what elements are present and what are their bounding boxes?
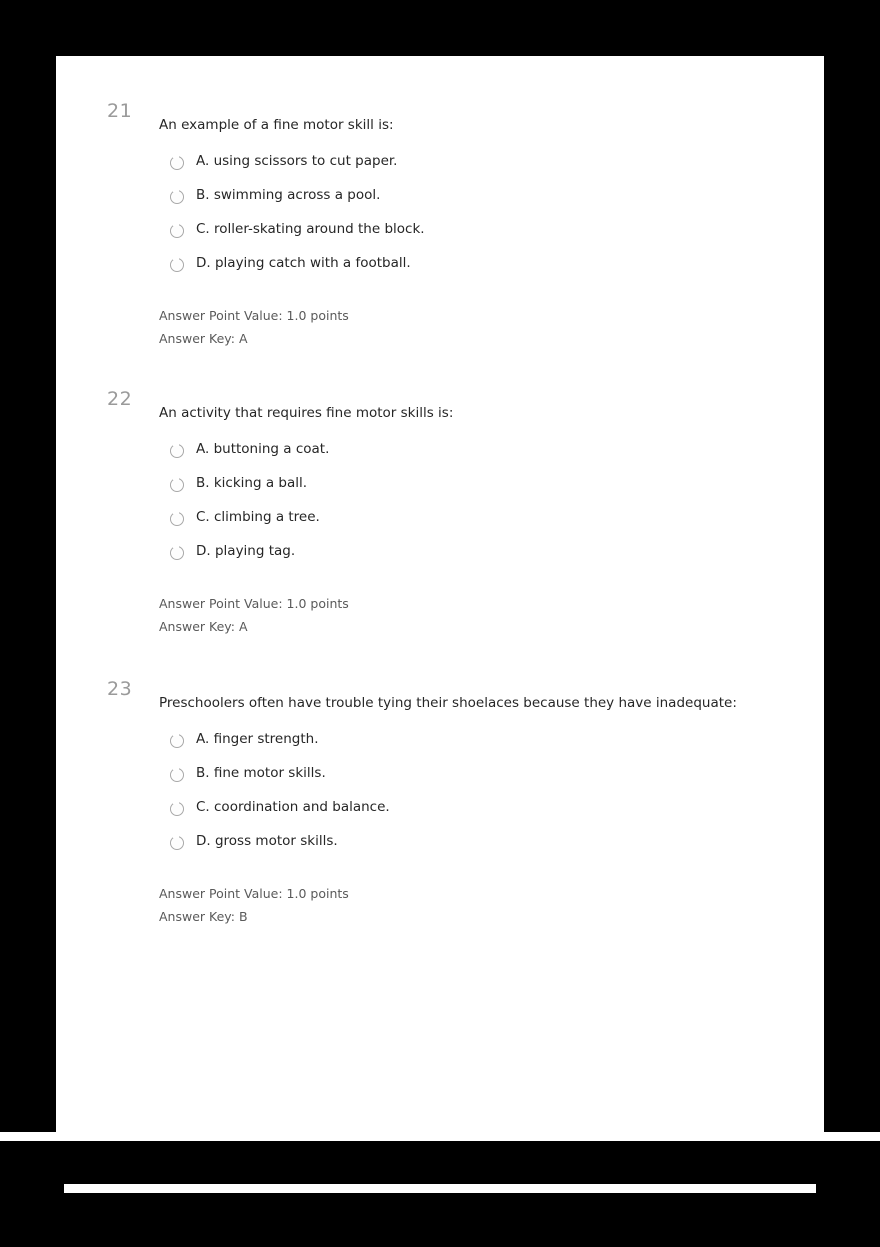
radio-button-icon[interactable] xyxy=(170,512,184,526)
question-number: 23 xyxy=(107,678,133,700)
answer-option[interactable] xyxy=(159,731,799,765)
answer-option-label: D. playing catch with a football. xyxy=(196,255,411,271)
answer-point-value: Answer Point Value: 1.0 points xyxy=(159,596,349,611)
answer-option-list xyxy=(159,134,799,289)
answer-option[interactable] xyxy=(159,833,799,867)
radio-button-icon[interactable] xyxy=(170,190,184,204)
radio-button-icon[interactable] xyxy=(170,156,184,170)
answer-point-value: Answer Point Value: 1.0 points xyxy=(159,886,349,901)
answer-option-label: A. using scissors to cut paper. xyxy=(196,153,398,169)
answer-option-label: B. kicking a ball. xyxy=(196,475,308,491)
answer-option[interactable] xyxy=(159,187,799,221)
answer-option-label: B. fine motor skills. xyxy=(196,765,326,781)
answer-option[interactable] xyxy=(159,543,799,577)
answer-option-list xyxy=(159,422,799,577)
radio-button-icon[interactable] xyxy=(170,258,184,272)
answer-option[interactable] xyxy=(159,509,799,543)
radio-button-icon[interactable] xyxy=(170,802,184,816)
radio-button-icon[interactable] xyxy=(170,224,184,238)
answer-option[interactable] xyxy=(159,475,799,509)
answer-point-value: Answer Point Value: 1.0 points xyxy=(159,308,349,323)
answer-option-label: A. buttoning a coat. xyxy=(196,441,330,457)
question-body xyxy=(159,100,799,350)
answer-option-label: C. roller-skating around the block. xyxy=(196,221,425,237)
question-body xyxy=(159,678,799,928)
question-stem: Preschoolers often have trouble tying their shoelaces because they have inadequate: xyxy=(159,695,737,711)
answer-option[interactable] xyxy=(159,221,799,255)
question-stem: An activity that requires fine motor skills is: xyxy=(159,405,454,421)
question-number: 22 xyxy=(107,388,133,410)
answer-key: Answer Key: A xyxy=(159,619,248,634)
page-edge-strip xyxy=(0,1132,880,1141)
bottom-white-bar xyxy=(64,1184,816,1193)
radio-button-icon[interactable] xyxy=(170,768,184,782)
answer-metadata xyxy=(159,289,799,350)
question-body xyxy=(159,388,799,638)
answer-key: Answer Key: B xyxy=(159,909,248,924)
answer-option[interactable] xyxy=(159,765,799,799)
answer-option-label: A. finger strength. xyxy=(196,731,319,747)
question-stem: An example of a fine motor skill is: xyxy=(159,117,394,133)
radio-button-icon[interactable] xyxy=(170,836,184,850)
answer-option-label: D. gross motor skills. xyxy=(196,833,338,849)
answer-option-label: C. coordination and balance. xyxy=(196,799,390,815)
radio-button-icon[interactable] xyxy=(170,444,184,458)
answer-option-list xyxy=(159,712,799,867)
answer-option[interactable] xyxy=(159,255,799,289)
answer-option-label: B. swimming across a pool. xyxy=(196,187,381,203)
answer-option[interactable] xyxy=(159,799,799,833)
answer-option-label: C. climbing a tree. xyxy=(196,509,320,525)
radio-button-icon[interactable] xyxy=(170,734,184,748)
answer-key: Answer Key: A xyxy=(159,331,248,346)
radio-button-icon[interactable] xyxy=(170,478,184,492)
answer-option[interactable] xyxy=(159,441,799,475)
answer-metadata xyxy=(159,577,799,638)
answer-metadata xyxy=(159,867,799,928)
answer-option[interactable] xyxy=(159,153,799,187)
answer-option-label: D. playing tag. xyxy=(196,543,296,559)
radio-button-icon[interactable] xyxy=(170,546,184,560)
question-number: 21 xyxy=(107,100,133,122)
exam-page-sheet xyxy=(56,56,824,1140)
